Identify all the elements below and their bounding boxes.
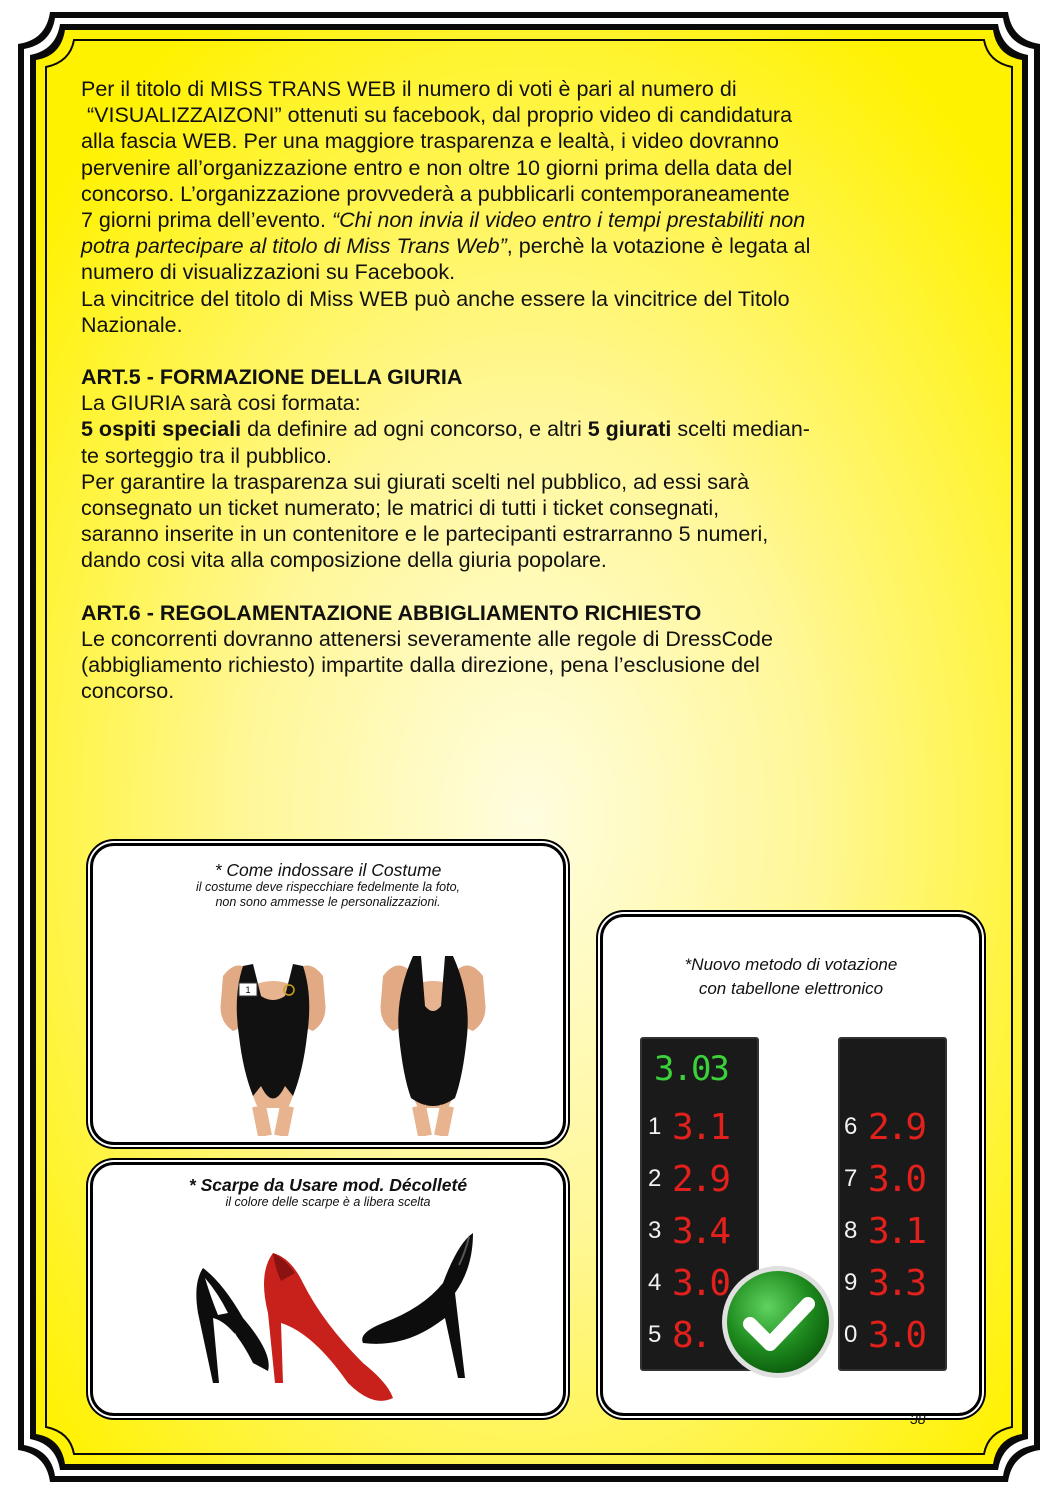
- intro-line: “VISUALIZZAIZONI” ottenuti su facebook, dal proprio video di candidatura: [81, 103, 793, 128]
- art5-bold: 5 giurati: [587, 417, 672, 442]
- intro-text: , perchè la votazione è legata al: [506, 234, 811, 259]
- juror-number: 9: [844, 1269, 858, 1296]
- art5-line: [81, 416, 981, 442]
- score-row: [844, 1257, 942, 1309]
- juror-score: 3.1: [868, 1210, 925, 1252]
- voting-box: [600, 914, 982, 1416]
- shoe-black-white: [196, 1268, 268, 1383]
- spacer: [81, 338, 981, 364]
- art5-bold: 5 ospiti speciali: [81, 417, 242, 442]
- juror-score: 3.1: [672, 1106, 729, 1148]
- intro-line: Nazionale.: [81, 312, 183, 337]
- art6-line: (abbigliamento richiesto) impartite dalla direzione, pena l’esclusione del: [81, 653, 760, 678]
- intro-quote: “Chi non invia il video entro i tempi prestabiliti non: [331, 208, 806, 233]
- juror-number: 7: [844, 1165, 858, 1192]
- juror-number: 2: [648, 1165, 662, 1192]
- shoes-image: [173, 1223, 533, 1408]
- swimsuit-image: [203, 936, 503, 1136]
- juror-score: 2.9: [672, 1158, 729, 1200]
- costume-box: [90, 843, 566, 1145]
- main-text: [81, 76, 981, 704]
- shoes-box: [90, 1162, 566, 1416]
- intro-line: Per il titolo di MISS TRANS WEB il numero di voti è pari al numero di: [81, 77, 737, 101]
- intro-text: 7 giorni prima dell’evento.: [81, 208, 332, 233]
- juror-score: 3.0: [672, 1262, 729, 1304]
- costume-subtitle: il costume deve rispecchiare fedelmente la foto,: [195, 880, 461, 894]
- right-scoreboard: [838, 1037, 947, 1371]
- swimsuit-back: [381, 956, 486, 1136]
- juror-score: 2.9: [868, 1106, 925, 1148]
- intro-quote: potra partecipare al titolo di Miss Trans Web”: [81, 234, 507, 259]
- juror-number: 8: [844, 1217, 858, 1244]
- intro-line: La vincitrice del titolo di Miss WEB può anche essere la vincitrice del Titolo: [81, 286, 790, 311]
- juror-score: 3.0: [868, 1314, 925, 1356]
- art5-line: La GIURIA sarà cosi formata:: [81, 391, 361, 416]
- score-row: [844, 1101, 942, 1153]
- shoes-title: * Scarpe da Usare mod. Décolleté: [188, 1175, 468, 1195]
- art6-line: Le concorrenti dovranno attenersi severamente alle regole di DressCode: [81, 626, 773, 651]
- art5-line: saranno inserite in un contenitore e le partecipanti estrarranno 5 numeri,: [81, 522, 769, 547]
- score-row: [648, 1153, 753, 1205]
- intro-line: numero di visualizzazioni su Facebook.: [81, 260, 456, 285]
- art5-line: dando cosi vita alla composizione della giuria popolare.: [81, 548, 607, 573]
- art5-line: consegnato un ticket numerato; le matrici di tutti i ticket consegnati,: [81, 496, 720, 521]
- juror-number: 5: [648, 1321, 662, 1348]
- juror-score: 3.3: [868, 1262, 925, 1304]
- score-row: [844, 1205, 942, 1257]
- art5-line: Per garantire la trasparenza sui giurati scelti nel pubblico, ad essi sarà: [81, 469, 750, 494]
- checkmark-icon: [718, 1262, 838, 1382]
- shoe-black: [362, 1233, 473, 1378]
- juror-number: 6: [844, 1113, 858, 1140]
- voting-title: *Nuovo metodo di votazione: [684, 955, 898, 974]
- intro-line: alla fascia WEB. Per una maggiore trasparenza e lealtà, i video dovranno: [81, 129, 779, 154]
- juror-score: 3.0: [868, 1158, 925, 1200]
- intro-line: pervenire all’organizzazione entro e non oltre 10 giorni prima della data del: [81, 155, 793, 180]
- score-row: [844, 1309, 942, 1361]
- score-row: [844, 1153, 942, 1205]
- juror-score: 8.: [672, 1314, 710, 1356]
- intro-line: concorso. L’organizzazione provvederà a pubblicarli contemporaneamente: [81, 181, 790, 206]
- art6-line: concorso.: [81, 679, 175, 704]
- page-number: 38: [910, 1411, 926, 1427]
- intro-line: [81, 233, 981, 259]
- juror-number: 0: [844, 1321, 858, 1348]
- voting-title: con tabellone elettronico: [698, 979, 884, 998]
- art5-text: da definire ad ogni concorso, e altri: [241, 417, 588, 442]
- art5-text: scelti median-: [671, 417, 810, 442]
- juror-number: 1: [648, 1113, 662, 1140]
- costume-badge: 1: [245, 985, 251, 995]
- shoes-subtitle: il colore delle scarpe è a libera scelta: [225, 1195, 431, 1209]
- juror-number: 3: [648, 1217, 662, 1244]
- costume-title: * Come indossare il Costume: [214, 860, 442, 880]
- shoe-red: [264, 1253, 393, 1401]
- costume-subtitle: non sono ammesse le personalizzazioni.: [215, 895, 441, 909]
- juror-score: 3.4: [672, 1210, 729, 1252]
- art5-heading: ART.5 - FORMAZIONE DELLA GIURIA: [81, 365, 463, 390]
- score-row: [648, 1205, 753, 1257]
- juror-number: 4: [648, 1269, 662, 1296]
- score-row: [648, 1101, 753, 1153]
- spacer: [81, 574, 981, 600]
- art6-heading: ART.6 - REGOLAMENTAZIONE ABBIGLIAMENTO RICHIESTO: [81, 600, 702, 625]
- art5-line: te sorteggio tra il pubblico.: [81, 443, 332, 468]
- right-score-rows: [844, 1101, 942, 1361]
- intro-line: [81, 207, 981, 233]
- left-total-score: 3.03: [654, 1049, 728, 1089]
- swimsuit-front: [221, 964, 326, 1136]
